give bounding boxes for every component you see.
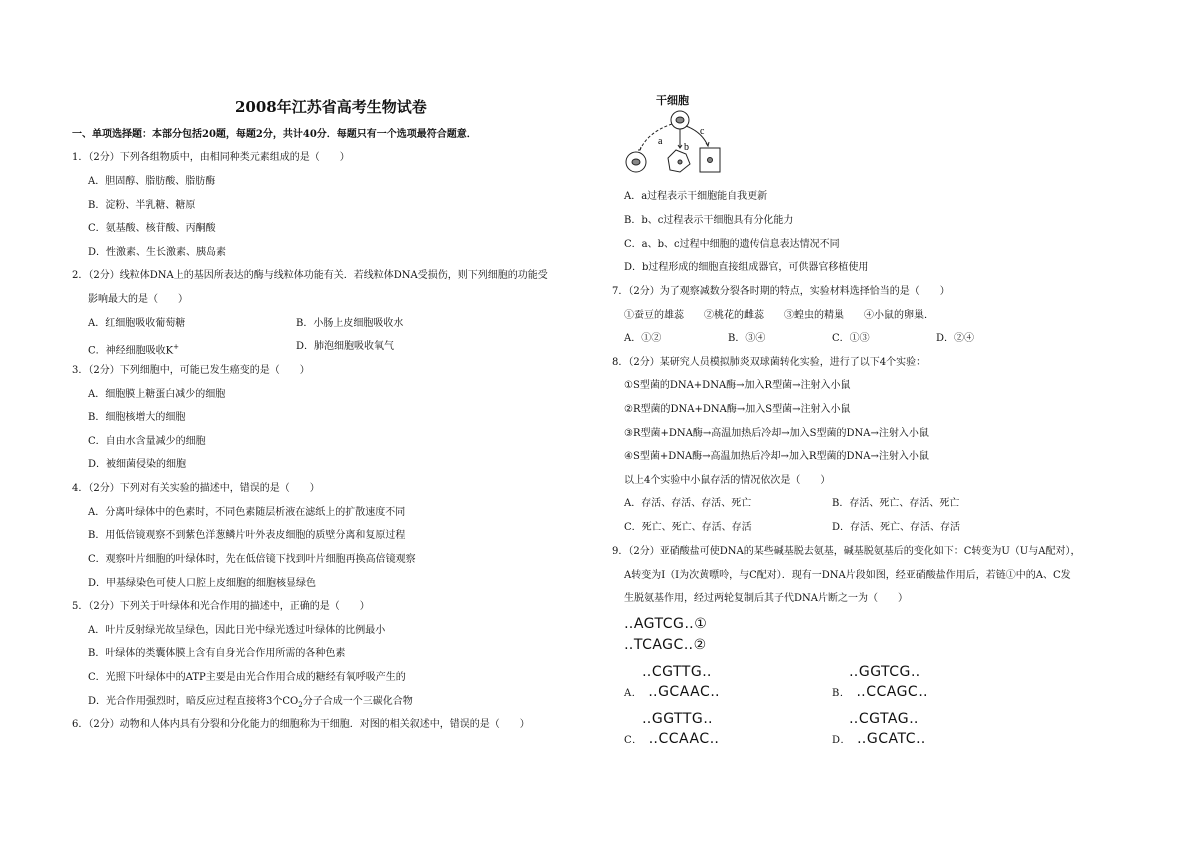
q9-stem-line2: A转变为I（I为次黄嘌呤，与C配对）．现有一DNA片段如图，经亚硝酸盐作用后，若链①中的A、C发 <box>624 570 1071 581</box>
q5-option-d <box>88 695 413 712</box>
q7-items: ①蚕豆的雄蕊 ②桃花的雌蕊 ③蝗虫的精巢 ④小鼠的卵巢． <box>624 310 934 321</box>
q3-option-d: D．被细菌侵染的细胞 <box>88 459 187 470</box>
q2-option-b: B．小肠上皮细胞吸收水 <box>296 318 404 329</box>
q6-stem: 6．（2分）动物和人体内具有分裂和分化能力的细胞称为干细胞．对图的相关叙述中，错误的是（ ） <box>72 719 530 730</box>
q6-option-d: D．b过程形成的细胞直接组成器官，可供器官移植使用 <box>624 262 869 273</box>
q8-experiment-3: ③R型菌+DNA酶→高温加热后冷却→加入S型菌的DNA→注射入小鼠 <box>624 428 929 439</box>
q5-option-a: A．叶片反射绿光故呈绿色，因此日光中绿光透过叶绿体的比例最小 <box>88 625 386 636</box>
q1-stem: 1．（2分）下列各组物质中，由相同种类元素组成的是（ ） <box>72 152 350 163</box>
q6-option-a: A．a过程表示干细胞能自我更新 <box>624 191 768 202</box>
q9-option-d-bottom: ‥GCATC‥ <box>857 731 926 747</box>
q3-stem: 3．（2分）下列细胞中，可能已发生癌变的是（ ） <box>72 365 310 376</box>
q5-option-b: B．叶绿体的类囊体膜上含有自身光合作用所需的各种色素 <box>88 648 346 659</box>
q2-stem-line1: 2．（2分）线粒体DNA上的基因所表达的酶与线粒体功能有关．若线粒体DNA受损伤，则下列细胞的功能受 <box>72 270 548 281</box>
q3-option-b: B．细胞核增大的细胞 <box>88 412 186 423</box>
q2-option-c-sup: + <box>173 343 179 351</box>
q4-option-b: B．用低倍镜观察不到紫色洋葱鳞片叶外表皮细胞的质壁分离和复原过程 <box>88 530 406 541</box>
q7-stem: 7．（2分）为了观察减数分裂各时期的特点，实验材料选择恰当的是（ ） <box>612 286 950 297</box>
q8-experiment-2: ②R型菌的DNA+DNA酶→加入S型菌→注射入小鼠 <box>624 404 851 415</box>
q9-stem-line1: 9．（2分）亚硝酸盐可使DNA的某些碱基脱去氨基，碱基脱氨基后的变化如下：C转变为U（U与A配对）， <box>612 546 1081 557</box>
q8-option-a: A．存活、存活、存活、死亡 <box>624 498 752 509</box>
q4-option-d: D．甲基绿染色可使人口腔上皮细胞的细胞核显绿色 <box>88 578 317 589</box>
q9-option-c <box>624 730 719 750</box>
q9-option-b <box>832 683 928 703</box>
q9-option-a-bottom: ‥GCAAC‥ <box>648 684 721 700</box>
q9-option-b-bottom: ‥CCAGC‥ <box>856 684 929 700</box>
q9-option-c-label: C． <box>624 735 643 746</box>
q9-dna-strand-1: ‥AGTCG‥① <box>624 616 708 632</box>
q8-option-c: C．死亡、死亡、存活、存活 <box>624 522 752 533</box>
q7-option-d: D．②④ <box>936 333 975 344</box>
q3-option-a: A．细胞膜上糖蛋白减少的细胞 <box>88 389 226 400</box>
q8-stem: 8．（2分）某研究人员模拟肺炎双球菌转化实验，进行了以下4个实验： <box>612 357 927 368</box>
q9-option-c-bottom: ‥CCAAC‥ <box>648 731 720 747</box>
q8-option-b: B．存活、死亡、存活、死亡 <box>832 498 960 509</box>
q4-option-c: C．观察叶片细胞的叶绿体时，先在低倍镜下找到叶片细胞再换高倍镜观察 <box>88 554 416 565</box>
q2-stem-line2: 影响最大的是（ ） <box>88 294 188 305</box>
q9-option-c-top: ‥GGTTG‥ <box>642 711 714 727</box>
q9-dna-strand-2: ‥TCAGC‥② <box>624 637 707 653</box>
q7-option-a: A．①② <box>624 333 662 344</box>
q8-experiment-4: ④S型菌+DNA酶→高温加热后冷却→加入R型菌的DNA→注射入小鼠 <box>624 451 929 462</box>
q7-option-b: B．③④ <box>728 333 766 344</box>
q9-option-a-label: A． <box>624 688 643 699</box>
exam-title: 2008年江苏省高考生物试卷 <box>235 98 427 116</box>
q9-option-d <box>832 730 926 750</box>
q7-option-c: C．①③ <box>832 333 870 344</box>
q2-option-c <box>88 340 179 358</box>
q1-option-b: B．淀粉、半乳糖、糖原 <box>88 200 196 211</box>
q9-option-b-label: B． <box>832 688 851 699</box>
stem-cell-label: 干细胞 <box>656 94 689 107</box>
q8-option-d: D．存活、死亡、存活、存活 <box>832 522 961 533</box>
q5-option-c: C．光照下叶绿体中的ATP主要是由光合作用合成的糖经有氧呼吸产生的 <box>88 672 406 683</box>
q9-option-d-label: D． <box>832 735 852 746</box>
q5-option-d-sub: 2 <box>298 701 303 709</box>
q9-stem-line3: 生脱氨基作用，经过两轮复制后其子代DNA片断之一为（ ） <box>624 593 908 604</box>
section-heading: 一、单项选择题：本部分包括20题，每题2分，共计40分．每题只有一个选项最符合题意． <box>72 129 477 140</box>
arrow-label-b: b <box>684 142 689 153</box>
q1-option-c: C．氨基酸、核苷酸、丙酮酸 <box>88 223 216 234</box>
q5-option-d-text2: 分子合成一个三碳化合物 <box>302 696 413 707</box>
q1-option-d: D．性激素、生长激素、胰岛素 <box>88 247 227 258</box>
arrow-label-a: a <box>658 136 663 147</box>
q2-option-a: A．红细胞吸收葡萄糖 <box>88 318 186 329</box>
stem-cell-diagram <box>620 92 740 182</box>
q4-stem: 4．（2分）下列对有关实验的描述中，错误的是（ ） <box>72 483 320 494</box>
q1-option-a: A．胆固醇、脂肪酸、脂肪酶 <box>88 176 216 187</box>
q4-option-a: A．分离叶绿体中的色素时，不同色素随层析液在滤纸上的扩散速度不同 <box>88 507 406 518</box>
q3-option-c: C．自由水含量减少的细胞 <box>88 436 206 447</box>
q9-option-a-top: ‥CGTTG‥ <box>642 664 713 680</box>
q9-option-b-top: ‥GGTCG‥ <box>849 664 921 680</box>
q6-option-b: B．b、c过程表示干细胞具有分化能力 <box>624 215 794 226</box>
q2-option-d: D．肺泡细胞吸收氧气 <box>296 341 395 352</box>
q8-question: 以上4个实验中小鼠存活的情况依次是（ ） <box>624 475 831 486</box>
q2-option-c-text: C．神经细胞吸收K <box>88 345 174 357</box>
q9-option-a <box>624 683 720 703</box>
q9-option-d-top: ‥CGTAG‥ <box>849 711 919 727</box>
q6-option-c: C．a、b、c过程中细胞的遗传信息表达情况不同 <box>624 239 840 250</box>
q8-experiment-1: ①S型菌的DNA+DNA酶→加入R型菌→注射入小鼠 <box>624 380 851 391</box>
arrow-label-c: c <box>700 126 705 137</box>
q5-option-d-text1: D．光合作用强烈时，暗反应过程直接将3个CO <box>88 696 299 707</box>
q5-stem: 5．（2分）下列关于叶绿体和光合作用的描述中，正确的是（ ） <box>72 601 370 612</box>
